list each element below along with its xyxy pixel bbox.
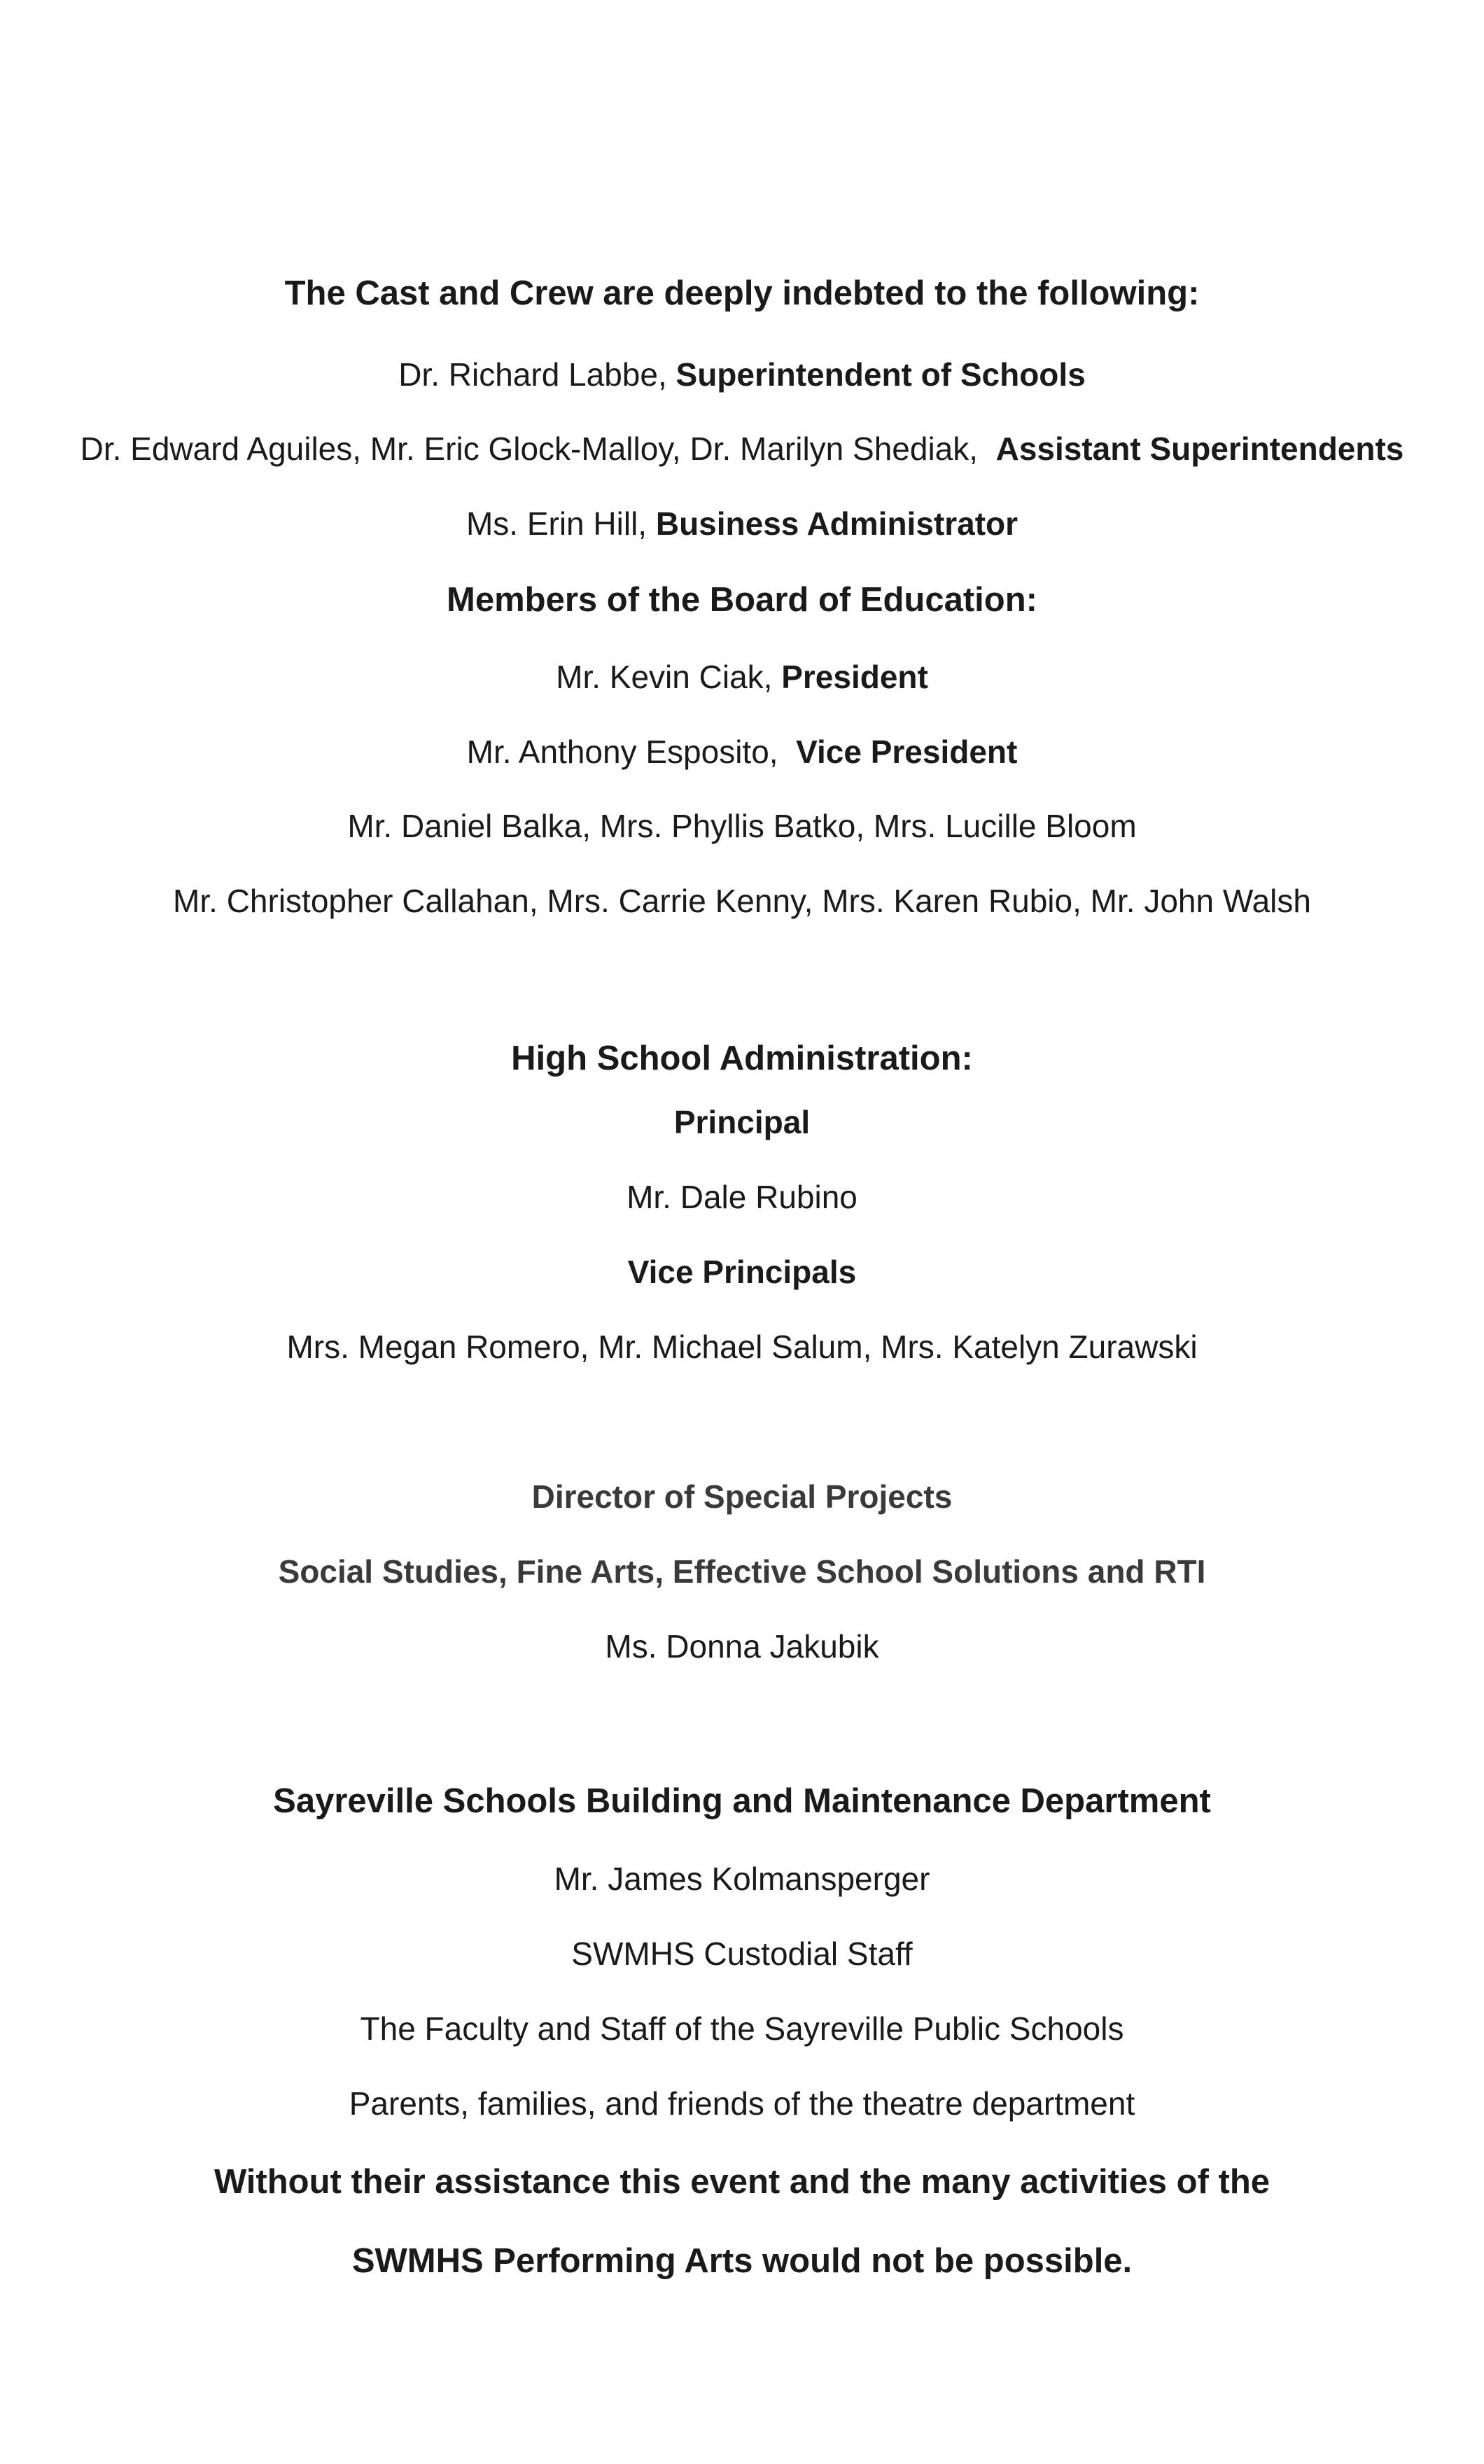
board-president-line — [0, 661, 1484, 693]
business-administrator-line — [0, 507, 1484, 540]
board-members-line-2: Mr. Christopher Callahan, Mrs. Carrie Kenny, Mrs. Karen Rubio, Mr. John Walsh — [173, 883, 1311, 919]
special-projects-title: Director of Special Projects — [531, 1478, 953, 1515]
board-president-title: President — [781, 659, 928, 695]
maintenance-heading: Sayreville Schools Building and Maintenance Department — [273, 1782, 1211, 1820]
superintendent-line — [0, 358, 1484, 391]
assistant-superintendents-title: Assistant Superintendents — [995, 430, 1404, 467]
high-school-heading: High School Administration: — [511, 1040, 973, 1077]
closing-line-2: SWMHS Performing Arts would not be possible. — [351, 2242, 1133, 2280]
principal-label: Principal — [673, 1104, 811, 1140]
parents-families: Parents, families, and friends of the theatre department — [349, 2085, 1135, 2122]
maintenance-name: Mr. James Kolmansperger — [554, 1861, 930, 1897]
board-vice-president-title: Vice President — [796, 734, 1018, 770]
principal-name: Mr. Dale Rubino — [626, 1179, 858, 1215]
board-vice-president-line — [0, 736, 1484, 768]
business-administrator-title: Business Administrator — [655, 505, 1018, 542]
board-heading: Members of the Board of Education: — [447, 581, 1037, 619]
board-vice-president-name: Mr. Anthony Esposito, — [466, 734, 778, 770]
vice-principals-label: Vice Principals — [627, 1254, 857, 1290]
superintendent-title: Superintendent of Schools — [676, 356, 1086, 393]
superintendent-name: Dr. Richard Labbe, — [398, 356, 676, 393]
closing-line-1: Without their assistance this event and the many activities of the — [214, 2163, 1270, 2201]
faculty-staff: The Faculty and Staff of the Sayreville Public Schools — [360, 2010, 1124, 2047]
special-projects-name: Ms. Donna Jakubik — [605, 1628, 879, 1665]
vice-principals-names: Mrs. Megan Romero, Mr. Michael Salum, Mrs. Katelyn Zurawski — [286, 1329, 1198, 1365]
custodial-staff: SWMHS Custodial Staff — [571, 1935, 913, 1972]
assistant-superintendents-line — [0, 430, 1484, 467]
business-administrator-name: Ms. Erin Hill, — [465, 505, 656, 542]
acknowledgements-heading: The Cast and Crew are deeply indebted to the following: — [284, 274, 1200, 312]
assistant-superintendents-names: Dr. Edward Aguiles, Mr. Eric Glock-Malloy, Dr. Marilyn Shediak, — [80, 430, 979, 467]
board-president-name: Mr. Kevin Ciak, — [556, 659, 782, 695]
special-projects-areas: Social Studies, Fine Arts, Effective School Solutions and RTI — [278, 1553, 1206, 1590]
board-members-line-1: Mr. Daniel Balka, Mrs. Phyllis Batko, Mrs. Lucille Bloom — [347, 808, 1137, 844]
